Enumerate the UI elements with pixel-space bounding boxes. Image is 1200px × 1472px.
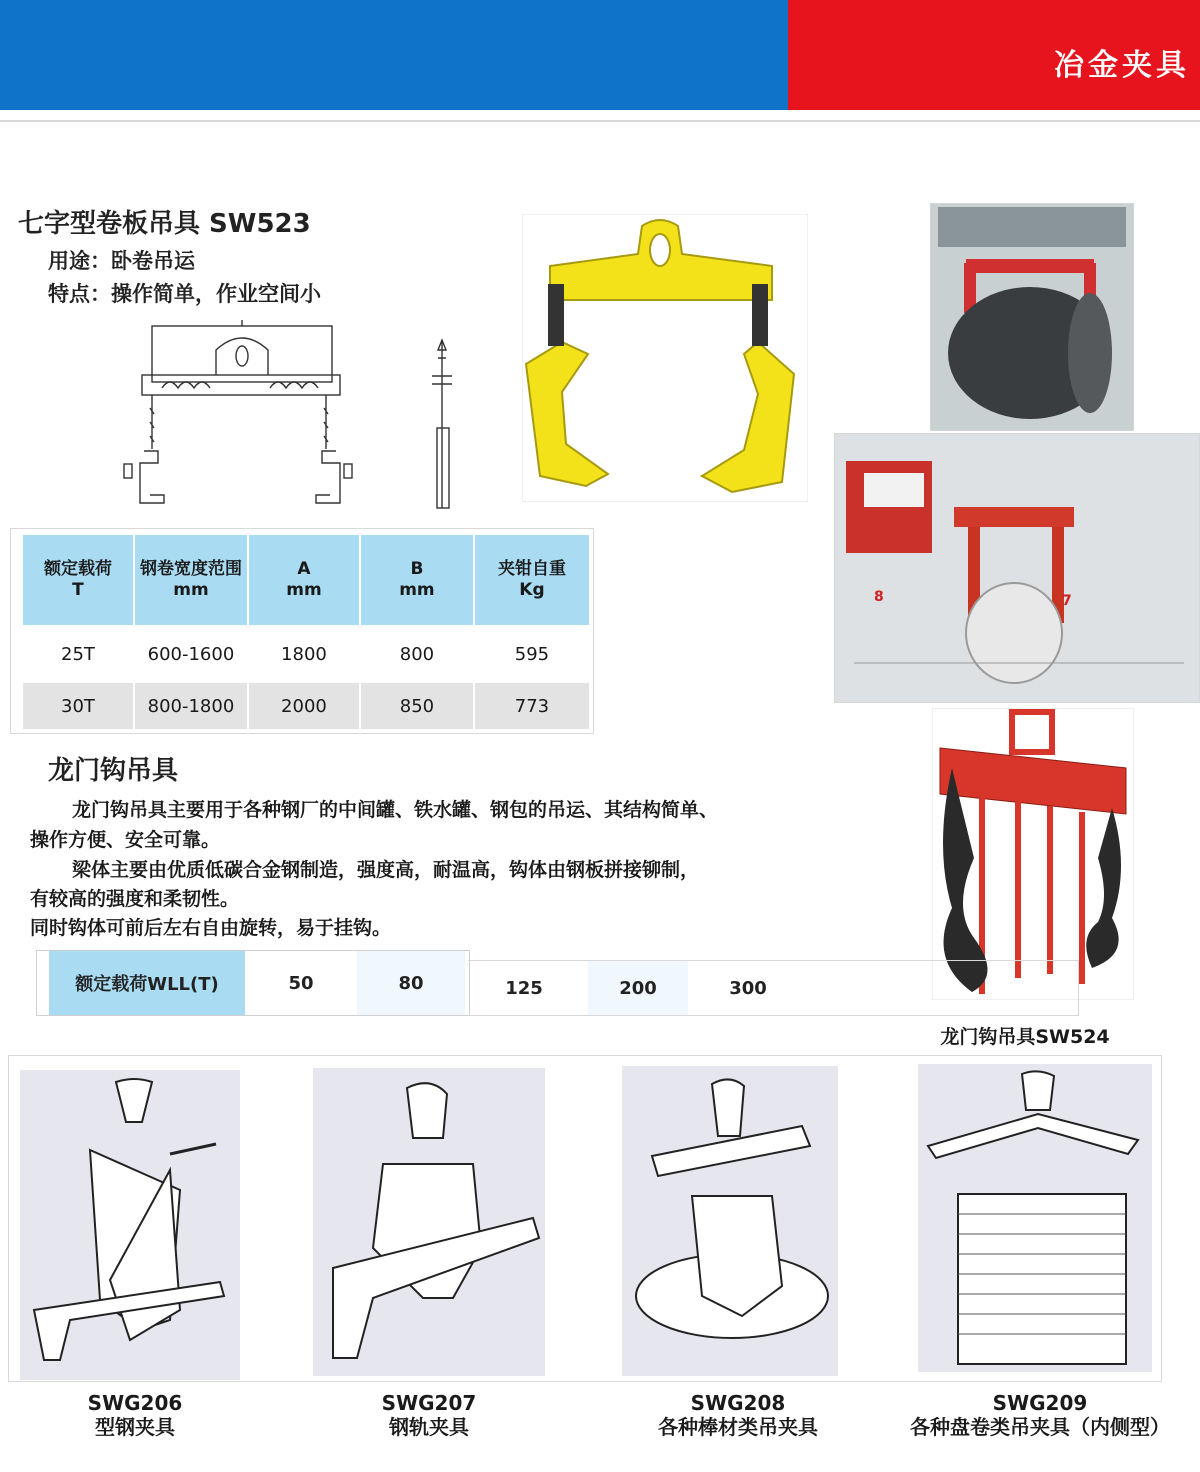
spec-header-cell: A mm (249, 535, 359, 625)
clamp-model: SWG209 (992, 1391, 1088, 1415)
table-cell: 773 (475, 683, 589, 729)
table-cell: 800 (361, 625, 473, 683)
gantry-hook-photo (932, 708, 1134, 1000)
header-blue-band (0, 0, 788, 110)
clamp-caption (884, 1391, 1196, 1439)
coil-lifting-photo (930, 203, 1134, 431)
product2-title: 龙门钩吊具 (48, 756, 179, 786)
clamp-name: 各种棒材类吊夹具 (658, 1415, 818, 1439)
product1-photo (522, 214, 808, 502)
load-value: 80 (357, 951, 465, 1015)
product1-feature: 特点：操作简单，作业空间小 (48, 282, 321, 306)
clamp-swg207-illustration (313, 1068, 545, 1376)
load-capacity-table-continued (468, 960, 1079, 1016)
load-value: 50 (288, 972, 314, 994)
product1-usage: 用途：卧卷吊运 (48, 249, 195, 273)
spreader-with-coil-photo (834, 433, 1200, 703)
clamp-name: 钢轨夹具 (389, 1415, 469, 1439)
clamp-model: SWG207 (381, 1391, 477, 1415)
table-cell: 25T (23, 625, 133, 683)
clamp-caption (620, 1391, 856, 1439)
spec-header-cell: 钢卷宽度范围 mm (135, 535, 247, 625)
load-label: 额定载荷WLL(T) (49, 951, 245, 1015)
table-cell: 2000 (249, 683, 359, 729)
product1-technical-drawing (118, 318, 468, 514)
clamp-swg209-illustration (918, 1064, 1152, 1372)
product2-paragraph-3: 梁体主要由优质低碳合金钢制造，强度高，耐温高，钩体由钢板拼接铆制， (72, 859, 700, 881)
spec-header-cell: B mm (361, 535, 473, 625)
clamp-swg208-illustration (622, 1066, 838, 1376)
table-cell: 800-1800 (135, 683, 247, 729)
table-row (23, 625, 589, 683)
product2-paragraph-5: 同时钩体可前后左右自由旋转，易于挂钩。 (30, 917, 392, 939)
table-cell: 1800 (249, 625, 359, 683)
load-value: 200 (588, 961, 688, 1015)
clamp-caption (40, 1391, 230, 1439)
load-value: 300 (729, 977, 767, 999)
clamp-model: SWG206 (87, 1391, 183, 1415)
clamp-name: 各种盘卷类吊夹具（内侧型） (910, 1415, 1170, 1439)
clamp-name: 型钢夹具 (95, 1415, 175, 1439)
clamp-swg206-illustration (20, 1070, 240, 1380)
table-cell: 595 (475, 625, 589, 683)
gantry-hook-caption: 龙门钩吊具SW524 (940, 1026, 1110, 1048)
spec-header-cell: 额定载荷 T (23, 535, 133, 625)
product2-paragraph-2: 操作方便、安全可靠。 (30, 829, 221, 851)
product1-title: 七字型卷板吊具 SW523 (18, 209, 311, 239)
clamp-caption (334, 1391, 524, 1439)
product2-paragraph-4: 有较高的强度和柔韧性。 (30, 888, 240, 910)
svg-text:7: 7 (1062, 593, 1072, 609)
table-cell: 600-1600 (135, 625, 247, 683)
table-cell: 850 (361, 683, 473, 729)
spec-table (10, 528, 594, 734)
load-value: 125 (505, 977, 543, 999)
table-cell: 30T (23, 683, 133, 729)
load-capacity-table (36, 950, 470, 1016)
spec-header-cell: 夹钳自重 Kg (475, 535, 589, 625)
table-row (23, 683, 589, 729)
header-divider (0, 120, 1200, 122)
clamp-model: SWG208 (690, 1391, 786, 1415)
svg-text:8: 8 (874, 589, 884, 605)
product2-paragraph-1: 龙门钩吊具主要用于各种钢厂的中间罐、铁水罐、钢包的吊运、其结构简单、 (72, 799, 719, 821)
spec-table-header-row (23, 535, 589, 625)
category-title: 冶金夹具 (1054, 48, 1190, 83)
